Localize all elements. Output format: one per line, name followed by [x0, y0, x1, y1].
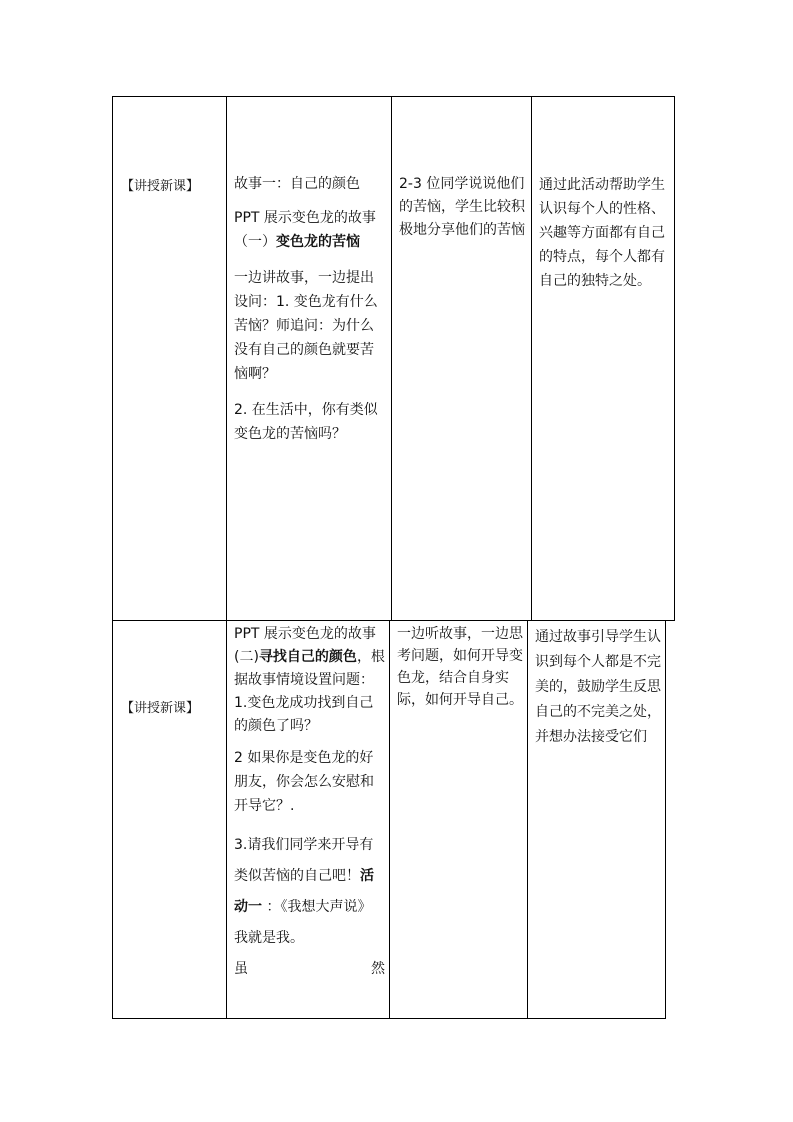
continuation-text — [234, 954, 385, 985]
activity-prompt: 3.请我们同学来开导有类似苦恼的自己吧！ — [234, 837, 374, 884]
table1-border-col2 — [391, 96, 392, 621]
table1-bottom-border — [112, 620, 675, 621]
table1-border-col0 — [112, 96, 113, 621]
teacher-activity-cell — [234, 623, 385, 985]
story-title: 故事一：自己的颜色 — [234, 176, 360, 192]
continuation-right: 然 — [371, 961, 385, 977]
table1-border-col3 — [531, 96, 532, 621]
question-2: 2. 在生活中，你有类似变色龙的苦恼吗？ — [234, 402, 378, 442]
student-activity-cell: 2-3 位同学说说他们的苦恼，学生比较积极地分享他们的苦恼 — [399, 176, 525, 238]
ppt-description — [234, 623, 385, 738]
activity-label: 活动一 — [234, 868, 374, 915]
ppt-text-suffix: ，根据故事情境设置问题：1.变色龙成功找到自己的颜色了吗？ — [234, 649, 385, 734]
table1-border-col1 — [226, 96, 227, 621]
design-purpose-cell: 通过此活动帮助学生认识每个人的性格、兴趣等方面都有自己的特点，每个人都有自己的独特之处。 — [539, 177, 665, 289]
question-text: 一边讲故事，一边提出设问：1. 变色龙有什么苦恼？师追问：为什么没有自己的颜色就要苦恼啊？ — [234, 270, 378, 382]
activity-text — [234, 830, 385, 954]
table2-border-col0 — [112, 620, 113, 1019]
section-label: 【讲授新课】 — [121, 179, 200, 194]
table2-border-col3 — [527, 620, 528, 1019]
section-label: 【讲授新课】 — [121, 701, 200, 716]
story-subtitle: 寻找自己的颜色 — [258, 649, 357, 665]
ppt-text: PPT 展示变色龙的故事(二) — [234, 626, 376, 665]
question-2: 2 如果你是变色龙的好朋友，你会怎么安慰和开导它？. — [234, 750, 374, 814]
student-activity-cell: 一边听故事，一边思考问题，如何开导变色龙，结合自身实际，如何开导自己。 — [397, 626, 523, 708]
activity-title: ：《我想大声说》我就是我。 — [234, 899, 372, 946]
teacher-activity-cell — [234, 172, 385, 446]
story-subtitle: 变色龙的苦恼 — [276, 234, 360, 250]
ppt-text: PPT 展示变色龙的故事（一） — [234, 210, 376, 250]
continuation-left: 虽 — [234, 961, 248, 977]
design-purpose-cell: 通过故事引导学生认识到每个人都是不完美的，鼓励学生反思自己的不完美之处，并想办法接受它们 — [535, 629, 661, 745]
table2-border-col4 — [665, 620, 666, 1019]
table2-border-col2 — [389, 620, 390, 1019]
table1-border-col4 — [674, 96, 675, 621]
ppt-description — [234, 206, 385, 254]
table1-top-border — [112, 96, 675, 97]
table2-border-col1 — [226, 620, 227, 1019]
